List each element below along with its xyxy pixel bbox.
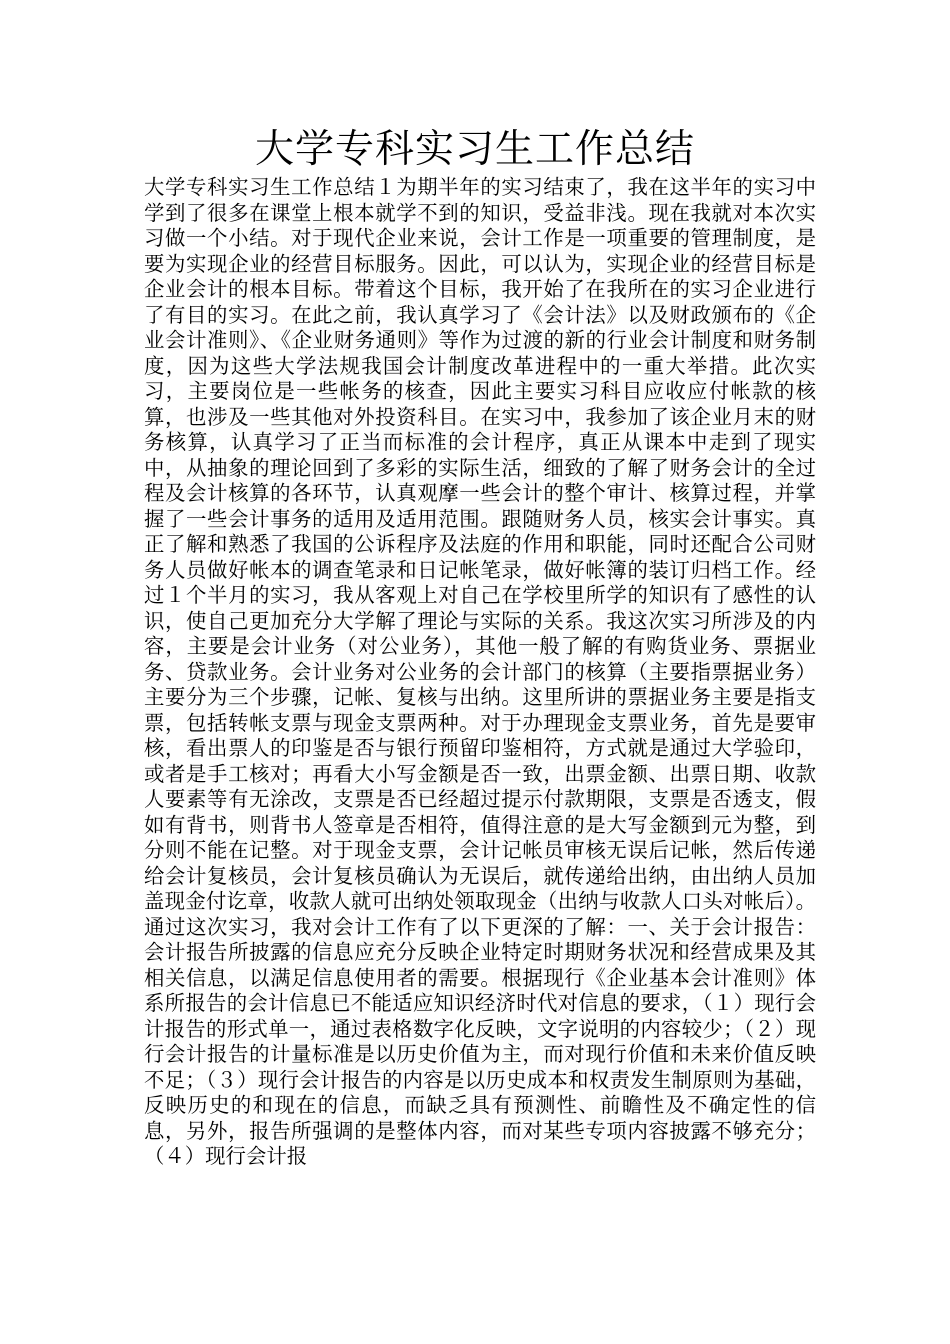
document-body-text: 大学专科实习生工作总结１为期半年的实习结束了，我在这半年的实习中学到了很多在课堂上根本就学不到的知识，受益非浅。现在我就对本次实习做一个小结。对于现代企业来说，会计工作是一项重要的管理制度，是要为实现企业的经营目标服务。因此，可以认为，实现企业的经营目标是企业会计的根本目标。带着这个目标，我开始了在我所在的实习企业进行了有目的实习。在此之前，我认真学习了《会计法》以及财政颁布的《企业会计准则》、《企业财务通则》等作为过渡的新的行业会计制度和财务制度，因为这些大学法规我国会计制度改革进程中的一重大举措。此次实习，主要岗位是一些帐务的核查，因此主要实习科目应收应付帐款的核算，也涉及一些其他对外投资科目。在实习中，我参加了该企业月末的财务核算，认真学习了正当而标准的会计程序，真正从课本中走到了现实中，从抽象的理论回到了多彩的实际生活，细致的了解了财务会计的全过程及会计核算的各环节，认真观摩一些会计的整个审计、核算过程，并掌握了一些会计事务的适用及适用范围。跟随财务人员，核实会计事实。真正了解和熟悉了我国的公诉程序及法庭的作用和职能，同时还配合公司财务人员做好帐本的调查笔录和日记帐笔录，做好帐簿的装订归档工作。经过１个半月的实习，我从客观上对自己在学校里所学的知识有了感性的认识，使自己更加充分大学解了理论与实际的关系。我这次实习所涉及的内容，主要是会计业务（对公业务），其他一般了解的有购货业务、票据业务、贷款业务。会计业务对公业务的会计部门的核算（主要指票据业务）主要分为三个步骤，记帐、复核与出纳。这里所讲的票据业务主要是指支票，包括转帐支票与现金支票两种。对于办理现金支票业务，首先是要审核，看出票人的印鉴是否与银行预留印鉴相符，方式就是通过大学验印，或者是手工核对；再看大小写金额是否一致，出票金额、出票日期、收款人要素等有无涂改，支票是否已经超过提示付款期限，支票是否透支，假如有背书，则背书人签章是否相符，值得注意的是大写金额到元为整，到分则不能在记整。对于现金支票，会计记帐员审核无误后记帐，然后传递给会计复核员，会计复核员确认为无误后，就传递给出纳，由出纳人员加盖现金付讫章，收款人就可出纳处领取现金（出纳与收款人口头对帐后）。通过这次实习，我对会计工作有了以下更深的了解：一、关于会计报告：会计报告所披露的信息应充分反映企业特定时期财务状况和经营成果及其相关信息，以满足信息使用者的需要。根据现行《企业基本会计准则》体系所报告的会计信息已不能适应知识经济时代对信息的要求，（１）现行会计报告的形式单一，通过表格数字化反映，文字说明的内容较少；（２）现行会计报告的计量标准是以历史价值为主，而对现行价值和未来价值反映不足；（３）现行会计报告的内容是以历史成本和权责发生制原则为基础，反映历史的和现在的信息，而缺乏具有预测性、前瞻性及不确定性的信息，另外，报告所强调的是整体内容，而对某些专项内容披露不够充分；（４）现行会计报 — [144, 175, 816, 1168]
document-title: 大学专科实习生工作总结 — [254, 127, 695, 172]
